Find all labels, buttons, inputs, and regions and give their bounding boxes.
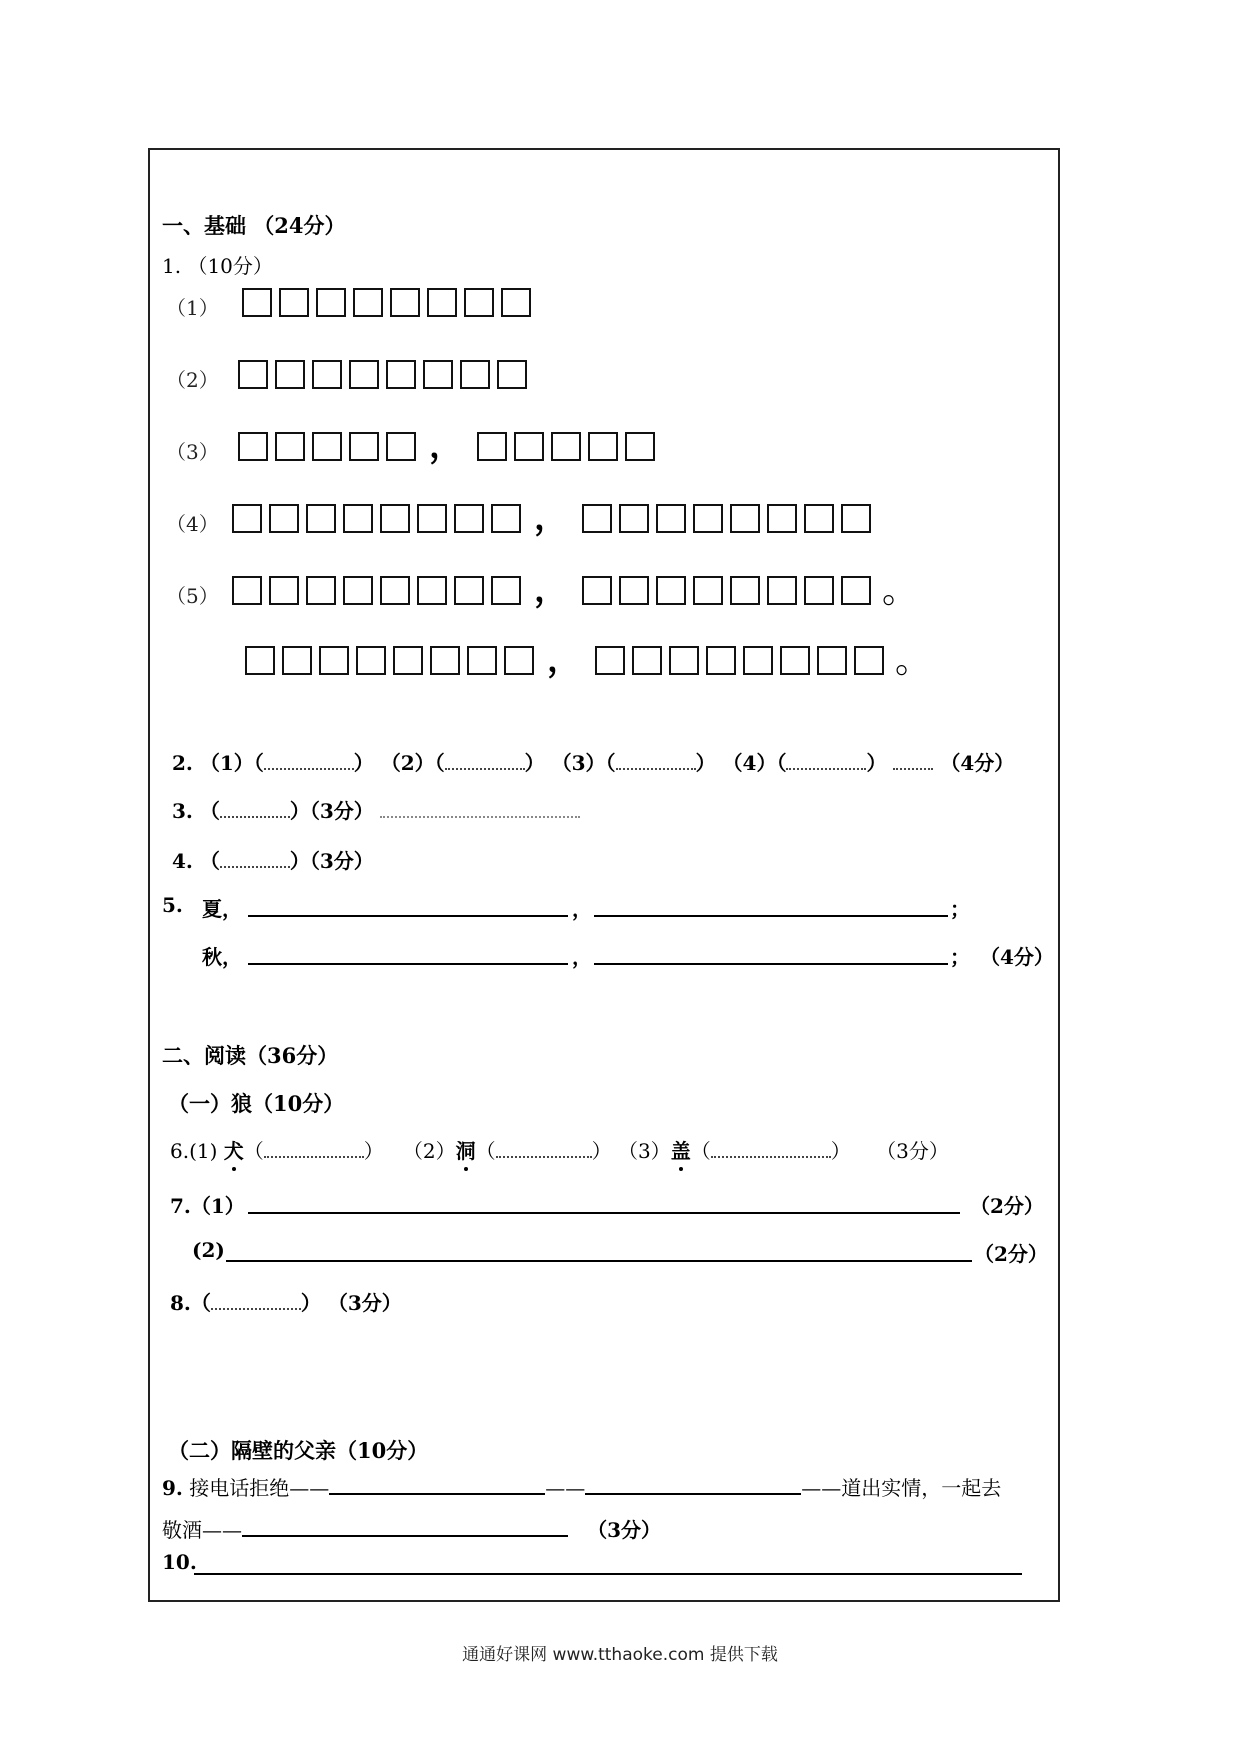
q2-p3: （2）（ (380, 751, 445, 775)
char-box[interactable] (279, 288, 309, 317)
char-box[interactable] (551, 432, 581, 461)
char-box[interactable] (491, 504, 521, 533)
q4-close: ） (289, 849, 310, 873)
char-box[interactable] (706, 646, 736, 675)
q5-autumn-blank-2[interactable] (594, 963, 948, 965)
box-separator: ， (534, 570, 568, 610)
char-box[interactable] (242, 288, 272, 317)
q9-num: 9. (162, 1476, 183, 1500)
q6-close-3: ） (830, 1139, 851, 1163)
q5-summer-blank-2[interactable] (594, 915, 948, 917)
char-box[interactable] (693, 504, 723, 533)
char-box[interactable] (491, 576, 521, 605)
char-box[interactable] (582, 576, 612, 605)
char-box[interactable] (625, 432, 655, 461)
char-box[interactable] (804, 576, 834, 605)
char-box[interactable] (423, 360, 453, 389)
char-box[interactable] (841, 504, 871, 533)
q3-score: （3分） (309, 799, 374, 823)
q1-row-label: （5） (166, 584, 219, 608)
char-box[interactable] (282, 646, 312, 675)
char-box[interactable] (467, 646, 497, 675)
char-box[interactable] (730, 576, 760, 605)
char-box[interactable] (656, 576, 686, 605)
q7-score-2: （2分） (974, 1242, 1048, 1266)
char-box[interactable] (238, 360, 268, 389)
q3-dots (380, 816, 580, 818)
q6-close-2: ） (591, 1139, 612, 1163)
q7-sub2: (2) (192, 1238, 225, 1262)
char-box[interactable] (269, 576, 299, 605)
q9-dash: —— (545, 1476, 586, 1500)
q2-p1: （1）（ (199, 751, 264, 775)
box-separator: ， (534, 498, 568, 538)
char-box[interactable] (417, 576, 447, 605)
char-box[interactable] (780, 646, 810, 675)
q4-blank[interactable] (220, 866, 290, 868)
char-box[interactable] (386, 432, 416, 461)
q1-label: 1. （10分） (162, 254, 273, 278)
char-box[interactable] (356, 646, 386, 675)
char-box[interactable] (460, 360, 490, 389)
q6-line (170, 1135, 949, 1164)
q9-text3: 敬酒—— (162, 1518, 242, 1542)
q1-row-label: （2） (166, 368, 219, 392)
char-box[interactable] (730, 504, 760, 533)
q6-p3: （3） (617, 1139, 671, 1163)
q2-close-2: ） (524, 751, 545, 775)
q2-num: 2. (172, 751, 193, 775)
q7-score-1: （2分） (970, 1194, 1044, 1218)
q3-blank[interactable] (220, 816, 290, 818)
q6-open-2: （ (475, 1139, 496, 1163)
char-box[interactable] (693, 576, 723, 605)
q2-blank-2[interactable] (445, 768, 525, 770)
char-box[interactable] (380, 576, 410, 605)
q5-autumn-blank-1[interactable] (248, 963, 568, 965)
char-box[interactable] (343, 576, 373, 605)
q2-score: （4分） (940, 751, 1015, 775)
char-box[interactable] (669, 646, 699, 675)
char-box[interactable] (349, 432, 379, 461)
q3-num: 3. (172, 799, 193, 823)
q4-score: （3分） (309, 849, 374, 873)
char-box[interactable] (582, 504, 612, 533)
part2-title: （二）隔壁的父亲（10分） (168, 1438, 429, 1463)
char-box[interactable] (232, 504, 262, 533)
q1-box-row (232, 498, 878, 538)
char-box[interactable] (619, 576, 649, 605)
q1-box-row (238, 360, 534, 389)
char-box[interactable] (477, 432, 507, 461)
q5-semicolon-1: ； (950, 897, 970, 921)
q2-close-1: ） (353, 751, 374, 775)
q6-blank-3[interactable] (711, 1156, 831, 1158)
q2-line (172, 747, 1014, 776)
char-box[interactable] (767, 504, 797, 533)
q6-num: 6.(1) (170, 1139, 218, 1163)
q1-row-label: （4） (166, 512, 219, 536)
q9-line-2 (162, 1514, 661, 1543)
char-box[interactable] (306, 576, 336, 605)
q7-blank-2[interactable] (226, 1260, 972, 1262)
char-box[interactable] (804, 504, 834, 533)
q8-blank[interactable] (211, 1308, 301, 1310)
q8-close: ） (300, 1291, 321, 1315)
q4-open: （ (199, 849, 220, 873)
char-box[interactable] (232, 576, 262, 605)
char-box[interactable] (269, 504, 299, 533)
q9-text1: 接电话拒绝—— (189, 1476, 330, 1500)
q2-blank-1[interactable] (264, 768, 354, 770)
char-box[interactable] (464, 288, 494, 317)
char-box[interactable] (306, 504, 336, 533)
part1-title: （一）狼（10分） (168, 1091, 345, 1116)
q6-blank-2[interactable] (496, 1156, 592, 1158)
char-box[interactable] (393, 646, 423, 675)
char-box[interactable] (767, 576, 797, 605)
box-separator: ， (547, 640, 581, 680)
q2-close-4: ） (866, 751, 887, 775)
q3-close: ） (289, 799, 310, 823)
char-box[interactable] (275, 432, 305, 461)
char-box[interactable] (501, 288, 531, 317)
q8-num: 8. (170, 1291, 191, 1315)
char-box[interactable] (743, 646, 773, 675)
q2-close-3: ） (695, 751, 716, 775)
q7-num: 7.（1） (170, 1194, 245, 1218)
q9-blank-1[interactable] (329, 1493, 545, 1495)
char-box[interactable] (497, 360, 527, 389)
q6-word-1: 犬 (224, 1135, 244, 1164)
q8-line (170, 1287, 402, 1316)
char-box[interactable] (319, 646, 349, 675)
char-box[interactable] (353, 288, 383, 317)
q7-blank-1[interactable] (248, 1212, 960, 1214)
q9-text2: ——道出实情，一起去 (801, 1476, 1002, 1500)
q6-word-3: 盖 (671, 1135, 691, 1164)
q6-blank-1[interactable] (264, 1156, 364, 1158)
char-box[interactable] (656, 504, 686, 533)
q5-comma-1: ， (572, 897, 592, 921)
char-box[interactable] (417, 504, 447, 533)
box-row-end: 。 (895, 640, 932, 681)
char-box[interactable] (454, 504, 484, 533)
q9-blank-3[interactable] (242, 1535, 568, 1537)
char-box[interactable] (504, 646, 534, 675)
q2-blank-4[interactable] (786, 768, 866, 770)
q9-blank-2[interactable] (585, 1493, 801, 1495)
q3-open: （ (199, 799, 220, 823)
q8-score: （3分） (327, 1291, 402, 1315)
char-box[interactable] (312, 432, 342, 461)
q9-score: （3分） (587, 1518, 661, 1542)
q2-p5: （3）（ (551, 751, 616, 775)
char-box[interactable] (380, 504, 410, 533)
q2-dots (893, 768, 933, 770)
char-box[interactable] (595, 646, 625, 675)
q6-score: （3分） (876, 1139, 949, 1163)
q9-line-1 (162, 1472, 1001, 1501)
char-box[interactable] (238, 432, 268, 461)
q2-blank-3[interactable] (616, 768, 696, 770)
box-separator: ， (429, 426, 463, 466)
q6-open-3: （ (690, 1139, 711, 1163)
q1-box-row (242, 288, 538, 317)
q4-line (172, 845, 374, 874)
q1-box-row (232, 570, 919, 611)
char-box[interactable] (386, 360, 416, 389)
char-box[interactable] (316, 288, 346, 317)
char-box[interactable] (427, 288, 457, 317)
char-box[interactable] (245, 646, 275, 675)
box-row-end: 。 (882, 570, 919, 611)
char-box[interactable] (454, 576, 484, 605)
char-box[interactable] (854, 646, 884, 675)
char-box[interactable] (312, 360, 342, 389)
section2-title: 二、阅读（36分） (162, 1043, 339, 1068)
char-box[interactable] (817, 646, 847, 675)
q5-score: （4分） (980, 945, 1054, 969)
char-box[interactable] (430, 646, 460, 675)
q5-semicolon-2: ； (950, 945, 970, 969)
answer-sheet-frame (148, 148, 1060, 1602)
q1-row-label: （3） (166, 440, 219, 464)
q5-autumn: 秋， (202, 945, 242, 969)
q10-blank[interactable] (194, 1573, 1022, 1575)
q5-comma-2: ， (572, 945, 592, 969)
char-box[interactable] (632, 646, 662, 675)
char-box[interactable] (390, 288, 420, 317)
q6-close-1: ） (363, 1139, 384, 1163)
q1-row-label: （1） (166, 296, 219, 320)
q4-num: 4. (172, 849, 193, 873)
q2-p7: （4）（ (722, 751, 787, 775)
q6-open-1: （ (243, 1139, 264, 1163)
q5-num: 5. (162, 893, 183, 917)
footer-text: 通通好课网 www.tthaoke.com 提供下载 (462, 1645, 778, 1665)
q1-box-row (245, 640, 932, 681)
char-box[interactable] (343, 504, 373, 533)
char-box[interactable] (514, 432, 544, 461)
q6-p2: （2） (402, 1139, 456, 1163)
section1-title: 一、基础 （24分） (162, 213, 346, 238)
q5-summer: 夏， (202, 897, 242, 921)
q3-line (172, 795, 580, 824)
q10-num: 10. (162, 1550, 197, 1574)
char-box[interactable] (619, 504, 649, 533)
q8-open: （ (190, 1291, 211, 1315)
q6-word-2: 洞 (456, 1135, 476, 1164)
char-box[interactable] (349, 360, 379, 389)
char-box[interactable] (275, 360, 305, 389)
char-box[interactable] (588, 432, 618, 461)
q1-box-row (238, 426, 662, 466)
q5-summer-blank-1[interactable] (248, 915, 568, 917)
char-box[interactable] (841, 576, 871, 605)
